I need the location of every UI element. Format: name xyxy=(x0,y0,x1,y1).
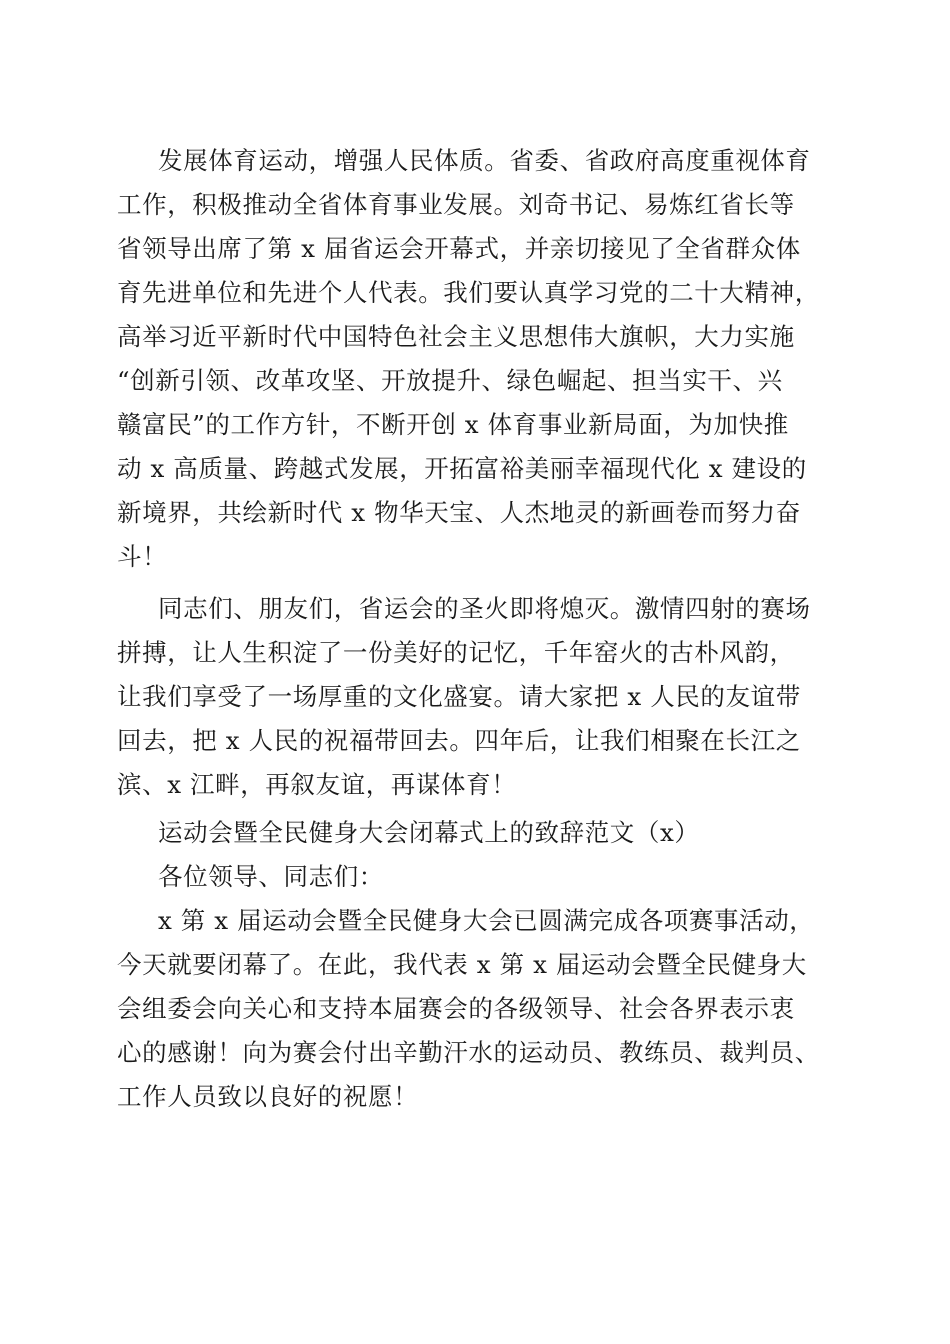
paragraph-1-line-4: 育先进单位和先进个人代表。我们要认真学习党的二十大精神， xyxy=(117,278,820,307)
paragraph-1-line-2: 工作，积极推动全省体育事业发展。刘奇书记、易炼红省长等 xyxy=(117,190,795,219)
salutation: 各位领导、同志们： xyxy=(158,862,384,891)
paragraph-1-line-6: “创新引领、改革攻坚、开放提升、绿色崛起、担当实干、兴 xyxy=(117,366,783,395)
paragraph-1-line-1: 发展体育运动，增强人民体质。省委、省政府高度重视体育 xyxy=(158,146,811,175)
paragraph-2-line-1: 同志们、朋友们，省运会的圣火即将熄灭。激情四射的赛场 xyxy=(158,594,811,623)
paragraph-2-line-3: 让我们享受了一场厚重的文化盛宴。请大家把 x 人民的友谊带 xyxy=(117,682,801,711)
section-title: 运动会暨全民健身大会闭幕式上的致辞范文（x） xyxy=(158,818,700,847)
paragraph-3-line-2: 今天就要闭幕了。在此，我代表 x 第 x 届运动会暨全民健身大 xyxy=(117,950,807,979)
paragraph-2-line-2: 拼搏，让人生积淀了一份美好的记忆，千年窑火的古朴风韵， xyxy=(117,638,795,667)
paragraph-1-line-3: 省领导出席了第 x 届省运会开幕式，并亲切接见了全省群众体 xyxy=(117,234,801,263)
paragraph-3-line-5: 工作人员致以良好的祝愿！ xyxy=(117,1082,419,1111)
paragraph-3-line-3: 会组委会向关心和支持本届赛会的各级领导、社会各界表示衷 xyxy=(117,994,795,1023)
paragraph-1-line-7: 赣富民”的工作方针，不断开创 x 体育事业新局面，为加快推 xyxy=(117,410,789,439)
paragraph-1-line-8: 动 x 高质量、跨越式发展，开拓富裕美丽幸福现代化 x 建设的 xyxy=(117,454,807,483)
paragraph-3-line-4: 心的感谢！向为赛会付出辛勤汗水的运动员、教练员、裁判员、 xyxy=(117,1038,820,1067)
paragraph-1-line-9: 新境界，共绘新时代 x 物华天宝、人杰地灵的新画卷而努力奋 xyxy=(117,498,801,527)
paragraph-1-line-5: 高举习近平新时代中国特色社会主义思想伟大旗帜，大力实施 xyxy=(117,322,795,351)
paragraph-1-line-10: 斗！ xyxy=(117,542,168,571)
paragraph-2-line-5: 滨、x 江畔，再叙友谊，再谋体育！ xyxy=(117,770,517,799)
paragraph-3-line-1: x 第 x 届运动会暨全民健身大会已圆满完成各项赛事活动， xyxy=(158,906,815,935)
paragraph-2-line-4: 回去，把 x 人民的祝福带回去。四年后，让我们相聚在长江之 xyxy=(117,726,801,755)
